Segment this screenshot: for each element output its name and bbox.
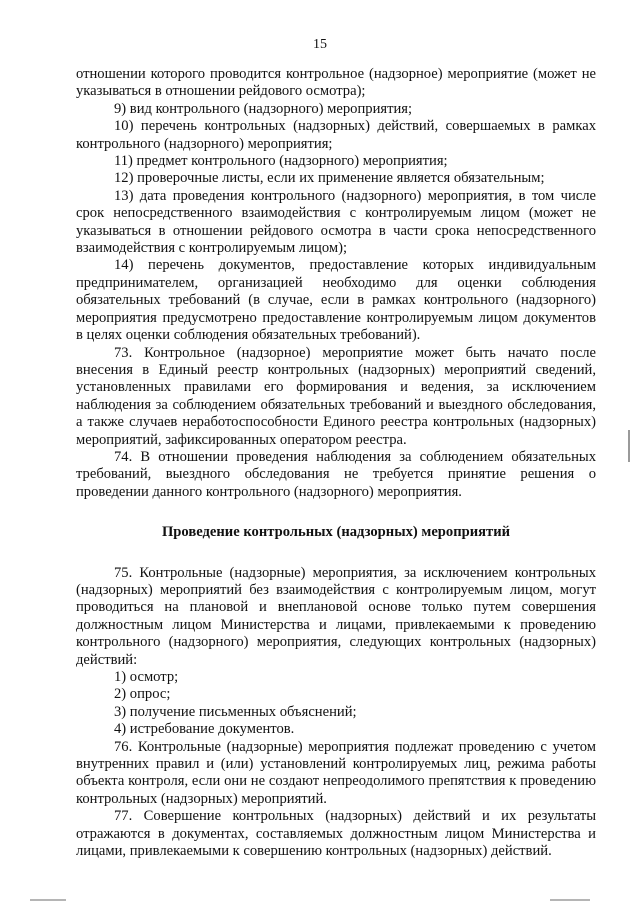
list-item-13: 13) дата проведения контрольного (надзорного) мероприятия, в том числе срок непосредственного взаимодействия с контролируемым лицом (может не указываться в отношении рейдового осмотра в части срока непосредственного взаимодействия с контролируемым лицом); xyxy=(76,187,596,257)
paragraph-73: 73. Контрольное (надзорное) мероприятие может быть начато после внесения в Единый реестр контрольных (надзорных) мероприятий сведений, установленных правилами его формирования и ведения, за исключением наблюдения за соблюдением обязательных требований и выездного обследования, а также случаев неработоспособности Единого реестра контрольных (надзорных) мероприятий, зафиксированных оператором реестра. xyxy=(76,344,596,448)
list-item-11: 11) предмет контрольного (надзорного) мероприятия; xyxy=(114,153,448,170)
action-item-inspection: 1) осмотр; xyxy=(114,669,179,685)
paragraph-76: 76. Контрольные (надзорные) мероприятия подлежат проведению с учетом внутренних правил и (или) установлений контролируемых лиц, режима работы объекта контроля, если они не создают непреодолимого препятствия к проведению контрольных (надзорных) мероприятий. xyxy=(76,738,596,807)
scan-bottom-mark-right xyxy=(550,899,590,901)
action-item-document-request: 4) истребование документов. xyxy=(114,721,295,738)
list-item-14: 14) перечень документов, предоставление которых индивидуальным предпринимателем, организацией необходимо для оценки соблюдения обязательных требований (в случае, если в рамках контрольного (надзорного) мероприятия предусмотрено предоставление контролируемым лицом документов в целях оценки соблюдения обязательных требований). xyxy=(76,257,596,344)
document-body xyxy=(76,66,596,860)
paragraph-74: 74. В отношении проведения наблюдения за соблюдением обязательных требований, выездного обследования не требуется принятие решения о проведении данного контрольного (надзорного) мероприятия. xyxy=(76,448,596,500)
paragraph-continuation: отношении которого проводится контрольное (надзорное) мероприятие (может не указываться в отношении рейдового осмотра); xyxy=(76,66,596,100)
action-item-written-explanations: 3) получение письменных объяснений; xyxy=(114,703,357,720)
scan-bottom-mark-left xyxy=(30,899,66,901)
list-item-10: 10) перечень контрольных (надзорных) действий, совершаемых в рамках контрольного (надзорного) мероприятия; xyxy=(76,118,596,152)
list-item-9: 9) вид контрольного (надзорного) мероприятия; xyxy=(114,100,413,117)
paragraph-75: 75. Контрольные (надзорные) мероприятия, за исключением контрольных (надзорных) мероприятий без взаимодействия с контролируемым лицом, могут проводиться на плановой и внеплановой основе только путем совершения должностным лицом Министерства и лицами, привлекаемыми к проведению контрольного (надзорного) мероприятия, следующих контрольных (надзорных) действий: xyxy=(76,564,596,668)
list-item-12: 12) проверочные листы, если их применение является обязательным; xyxy=(114,170,545,187)
page-number: 15 xyxy=(313,37,327,52)
paragraph-77: 77. Совершение контрольных (надзорных) действий и их результаты отражаются в документах, составляемых должностным лицом Министерства и лицами, привлекаемыми к совершению контрольных (надзорных) действий. xyxy=(76,808,596,860)
section-heading: Проведение контрольных (надзорных) мероприятий xyxy=(161,524,511,541)
action-item-survey: 2) опрос; xyxy=(114,686,171,703)
scan-edge-mark xyxy=(628,430,630,462)
